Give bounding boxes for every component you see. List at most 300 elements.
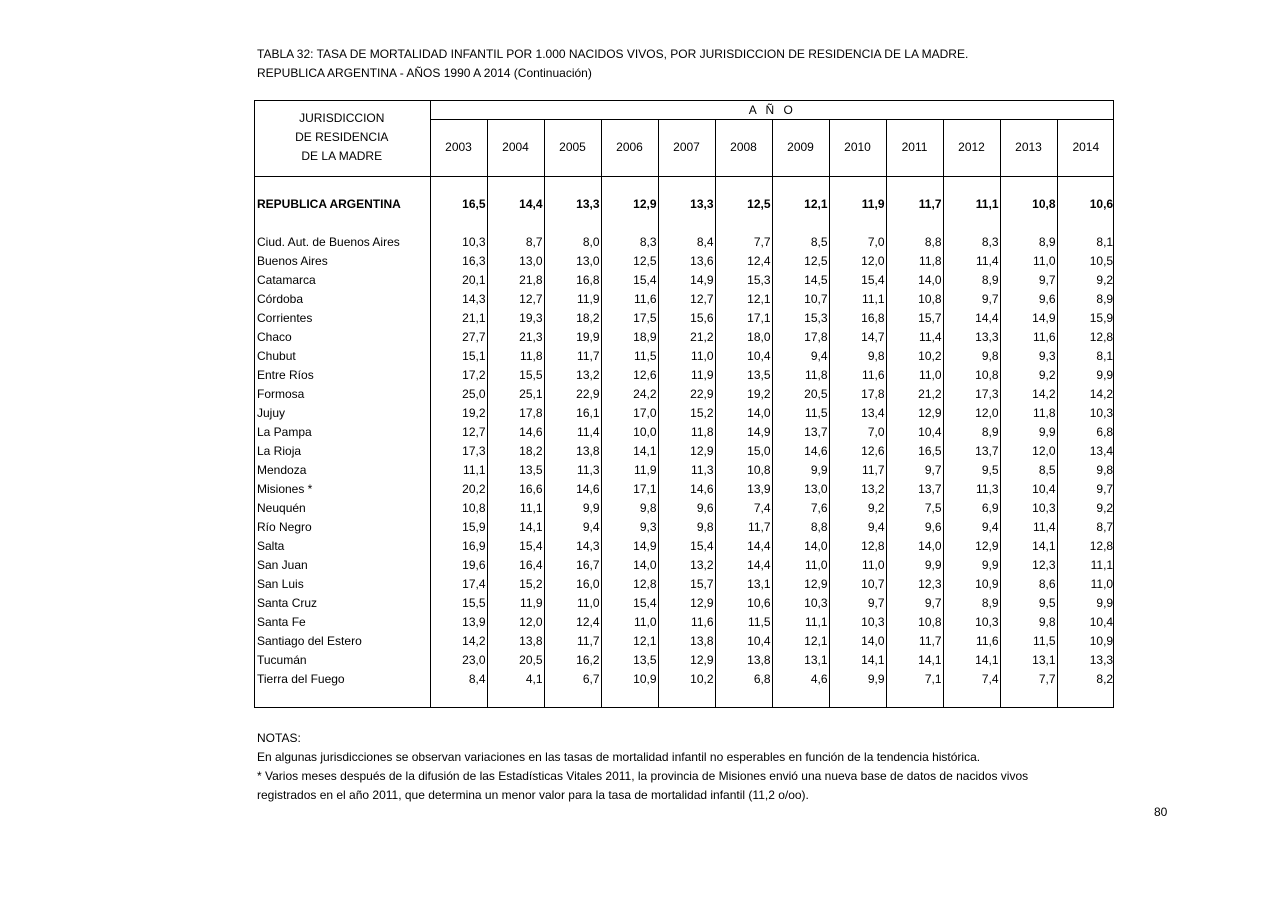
rate-cell: 9,4 [544, 518, 601, 537]
rate-cell: 7,4 [715, 499, 772, 518]
rate-cell: 8,5 [1000, 461, 1057, 480]
table-row [254, 556, 1114, 575]
rate-cell: 8,5 [772, 232, 829, 251]
rate-cell: 11,9 [601, 461, 658, 480]
rate-cell: 11,6 [658, 613, 715, 632]
rate-cell: 14,3 [430, 289, 487, 308]
rate-cell: 10,3 [943, 613, 1000, 632]
rate-cell: 6,8 [1057, 423, 1114, 442]
rate-cell: 10,8 [943, 365, 1000, 384]
rate-cell: 12,9 [658, 651, 715, 670]
rate-cell: 11,8 [886, 251, 943, 270]
rate-cell: 21,2 [658, 327, 715, 346]
rate-cell: 13,5 [487, 461, 544, 480]
rate-cell: 14,1 [943, 651, 1000, 670]
rate-cell: 11,0 [1000, 251, 1057, 270]
rate-cell: 9,2 [829, 499, 886, 518]
rate-cell: 14,5 [772, 270, 829, 289]
year-header-2007: 2007 [658, 119, 715, 175]
rate-cell: 9,9 [1057, 365, 1114, 384]
rate-cell: 13,7 [772, 423, 829, 442]
rate-cell: 12,1 [772, 632, 829, 651]
jurisdiction-name: Córdoba [257, 291, 304, 306]
rate-cell: 16,4 [487, 556, 544, 575]
rate-cell: 9,3 [601, 518, 658, 537]
rate-cell: 25,0 [430, 384, 487, 403]
notes-line-3: registrados en el año 2011, que determina un menor valor para la tasa de mortalidad infantil (11,2 o/oo). [257, 788, 809, 802]
rate-cell: 10,4 [715, 346, 772, 365]
rate-cell: 8,1 [1057, 346, 1114, 365]
rate-cell: 8,2 [1057, 670, 1114, 689]
rate-cell: 12,9 [772, 575, 829, 594]
rate-cell: 11,5 [715, 613, 772, 632]
rate-cell: 7,1 [886, 670, 943, 689]
rate-cell: 15,0 [715, 442, 772, 461]
jurisdiction-name: Ciud. Aut. de Buenos Aires [257, 234, 400, 249]
rate-cell: 13,7 [943, 442, 1000, 461]
rate-cell: 11,7 [715, 518, 772, 537]
rate-cell: 9,9 [829, 670, 886, 689]
rate-cell: 15,5 [430, 594, 487, 613]
rate-cell: 20,2 [430, 480, 487, 499]
total-cell: 12,5 [715, 194, 772, 213]
rate-cell: 15,7 [658, 575, 715, 594]
rate-cell: 12,4 [544, 613, 601, 632]
rate-cell: 6,9 [943, 499, 1000, 518]
rate-cell: 12,0 [829, 251, 886, 270]
jurisdiction-name: Tucumán [257, 653, 307, 668]
rate-cell: 9,4 [943, 518, 1000, 537]
rate-cell: 9,7 [1057, 480, 1114, 499]
rate-cell: 9,5 [1000, 594, 1057, 613]
rate-cell: 12,8 [1057, 327, 1114, 346]
rate-cell: 10,3 [430, 232, 487, 251]
rate-cell: 25,1 [487, 384, 544, 403]
rate-cell: 15,4 [829, 270, 886, 289]
total-cell: 11,7 [886, 194, 943, 213]
rate-cell: 12,6 [829, 442, 886, 461]
table-row [254, 651, 1114, 670]
rate-cell: 11,6 [943, 632, 1000, 651]
rate-cell: 14,0 [715, 403, 772, 422]
total-cell: 13,3 [544, 194, 601, 213]
total-cell: 10,8 [1000, 194, 1057, 213]
rate-cell: 8,6 [1000, 575, 1057, 594]
total-cell: 11,9 [829, 194, 886, 213]
table-row [254, 327, 1114, 346]
rate-cell: 14,9 [1000, 308, 1057, 327]
table-row [254, 670, 1114, 689]
rate-cell: 13,5 [601, 651, 658, 670]
rate-cell: 11,1 [487, 499, 544, 518]
jurisdiction-name: Chubut [257, 348, 296, 363]
rate-cell: 9,5 [943, 461, 1000, 480]
rate-cell: 4,1 [487, 670, 544, 689]
rate-cell: 16,3 [430, 251, 487, 270]
rate-cell: 11,7 [886, 632, 943, 651]
rate-cell: 7,6 [772, 499, 829, 518]
rate-cell: 15,9 [1057, 308, 1114, 327]
rate-cell: 13,8 [544, 442, 601, 461]
table-row [254, 499, 1114, 518]
rate-cell: 22,9 [658, 384, 715, 403]
rate-cell: 12,3 [886, 575, 943, 594]
rate-cell: 16,8 [544, 270, 601, 289]
year-header-2014: 2014 [1057, 119, 1114, 175]
rate-cell: 12,9 [658, 442, 715, 461]
notes-heading: NOTAS: [257, 731, 301, 745]
rate-cell: 20,5 [772, 384, 829, 403]
jurisdiction-name: Santiago del Estero [257, 634, 362, 649]
table-row [254, 270, 1114, 289]
header-divider [254, 176, 1113, 177]
table-row [254, 232, 1114, 251]
rate-cell: 18,9 [601, 327, 658, 346]
rate-cell: 8,9 [1000, 232, 1057, 251]
rate-cell: 11,6 [1000, 327, 1057, 346]
rate-cell: 16,0 [544, 575, 601, 594]
rate-cell: 11,7 [544, 632, 601, 651]
table-row [254, 423, 1114, 442]
rate-cell: 14,1 [829, 651, 886, 670]
rate-cell: 10,7 [829, 575, 886, 594]
year-header-2005: 2005 [544, 119, 601, 175]
rate-cell: 10,0 [601, 423, 658, 442]
rate-cell: 11,3 [544, 461, 601, 480]
jurisdiction-name: San Juan [257, 558, 308, 573]
rate-cell: 9,8 [658, 518, 715, 537]
rate-cell: 12,7 [487, 289, 544, 308]
rate-cell: 14,4 [943, 308, 1000, 327]
rate-cell: 13,2 [544, 365, 601, 384]
rate-cell: 7,0 [829, 232, 886, 251]
rate-cell: 8,3 [601, 232, 658, 251]
table-row [254, 403, 1114, 422]
rate-cell: 21,8 [487, 270, 544, 289]
rate-cell: 10,4 [886, 423, 943, 442]
rate-cell: 13,8 [715, 651, 772, 670]
jurisdiction-name: Catamarca [257, 272, 316, 287]
rate-cell: 10,9 [601, 670, 658, 689]
year-header-2008: 2008 [715, 119, 772, 175]
rate-cell: 14,6 [772, 442, 829, 461]
rate-cell: 11,6 [829, 365, 886, 384]
rate-cell: 13,3 [1057, 651, 1114, 670]
rate-cell: 12,4 [715, 251, 772, 270]
rate-cell: 15,4 [601, 594, 658, 613]
rate-cell: 15,2 [658, 403, 715, 422]
rate-cell: 8,9 [943, 594, 1000, 613]
rate-cell: 8,4 [658, 232, 715, 251]
rate-cell: 9,6 [1000, 289, 1057, 308]
rate-cell: 12,8 [601, 575, 658, 594]
jurisdiction-name: Mendoza [257, 463, 307, 478]
table-row [254, 594, 1114, 613]
rate-cell: 17,0 [601, 403, 658, 422]
year-header-2011: 2011 [886, 119, 943, 175]
jurisdiction-name: Neuquén [257, 501, 306, 516]
rate-cell: 8,7 [487, 232, 544, 251]
rate-cell: 12,1 [601, 632, 658, 651]
rate-cell: 16,8 [829, 308, 886, 327]
jurisdiction-name: Santa Fe [257, 615, 306, 630]
year-group-divider [430, 119, 1113, 120]
rate-cell: 11,5 [772, 403, 829, 422]
row-header-line-1: JURISDICCION [299, 111, 385, 126]
rate-cell: 16,1 [544, 403, 601, 422]
rate-cell: 20,5 [487, 651, 544, 670]
rate-cell: 7,5 [886, 499, 943, 518]
rate-cell: 10,7 [772, 289, 829, 308]
rate-cell: 14,6 [658, 480, 715, 499]
rate-cell: 11,0 [829, 556, 886, 575]
jurisdiction-name: Formosa [257, 386, 305, 401]
rate-cell: 15,5 [487, 365, 544, 384]
year-header-2009: 2009 [772, 119, 829, 175]
rate-cell: 11,3 [943, 480, 1000, 499]
rate-cell: 9,2 [1057, 270, 1114, 289]
rate-cell: 14,0 [886, 270, 943, 289]
jurisdiction-name: Salta [257, 539, 285, 554]
rate-cell: 14,6 [544, 480, 601, 499]
rate-cell: 24,2 [601, 384, 658, 403]
rate-cell: 12,7 [430, 423, 487, 442]
notes [257, 729, 1028, 805]
rate-cell: 15,7 [886, 308, 943, 327]
rate-cell: 11,5 [601, 346, 658, 365]
rate-cell: 15,2 [487, 575, 544, 594]
rate-cell: 10,5 [1057, 251, 1114, 270]
rate-cell: 12,8 [1057, 537, 1114, 556]
table-row [254, 480, 1114, 499]
rate-cell: 14,2 [430, 632, 487, 651]
year-group-header: A Ñ O [430, 100, 1114, 119]
total-cell: 16,5 [430, 194, 487, 213]
rate-cell: 10,3 [772, 594, 829, 613]
rate-cell: 7,0 [829, 423, 886, 442]
rate-cell: 11,0 [658, 346, 715, 365]
rate-cell: 13,2 [658, 556, 715, 575]
total-cell: 11,1 [943, 194, 1000, 213]
jurisdiction-name: Misiones * [257, 482, 313, 497]
rate-cell: 22,9 [544, 384, 601, 403]
rate-cell: 9,6 [658, 499, 715, 518]
rate-cell: 10,9 [943, 575, 1000, 594]
rate-cell: 11,4 [943, 251, 1000, 270]
rate-cell: 15,1 [430, 346, 487, 365]
rate-cell: 8,9 [943, 270, 1000, 289]
jurisdiction-name: Corrientes [257, 310, 313, 325]
rate-cell: 23,0 [430, 651, 487, 670]
rate-cell: 19,2 [430, 403, 487, 422]
rate-cell: 14,9 [715, 423, 772, 442]
table-row [254, 308, 1114, 327]
table-title: TABLA 32: TASA DE MORTALIDAD INFANTIL POR 1.000 NACIDOS VIVOS, POR JURISDICCION DE RESIDENCIA DE LA MADRE. [257, 47, 969, 61]
rate-cell: 13,0 [772, 480, 829, 499]
rate-cell: 17,3 [943, 384, 1000, 403]
jurisdiction-name: Jujuy [257, 406, 286, 420]
year-header-2010: 2010 [829, 119, 886, 175]
year-header-2013: 2013 [1000, 119, 1057, 175]
jurisdiction-name: Chaco [257, 329, 292, 344]
rate-cell: 14,0 [601, 556, 658, 575]
rate-cell: 15,9 [430, 518, 487, 537]
year-header-2006: 2006 [601, 119, 658, 175]
rate-cell: 12,3 [1000, 556, 1057, 575]
rate-cell: 12,1 [715, 289, 772, 308]
jurisdiction-name: Entre Ríos [257, 367, 314, 382]
rate-cell: 14,3 [544, 537, 601, 556]
table-row [254, 289, 1114, 308]
rate-cell: 17,1 [715, 308, 772, 327]
table-row [254, 537, 1114, 556]
rate-cell: 13,8 [658, 632, 715, 651]
table-row [254, 251, 1114, 270]
rate-cell: 12,8 [829, 537, 886, 556]
rate-cell: 11,8 [772, 365, 829, 384]
table-row [254, 346, 1114, 365]
table-row [254, 384, 1114, 403]
rate-cell: 13,5 [715, 365, 772, 384]
rate-cell: 10,9 [1057, 632, 1114, 651]
rate-cell: 10,4 [1057, 613, 1114, 632]
rate-cell: 14,9 [601, 537, 658, 556]
rate-cell: 10,6 [715, 594, 772, 613]
total-cell: 12,9 [601, 194, 658, 213]
rate-cell: 9,7 [829, 594, 886, 613]
rate-cell: 17,8 [829, 384, 886, 403]
rate-cell: 11,9 [544, 289, 601, 308]
rate-cell: 10,3 [1000, 499, 1057, 518]
total-cell: 14,4 [487, 194, 544, 213]
rate-cell: 14,0 [772, 537, 829, 556]
rate-cell: 16,2 [544, 651, 601, 670]
rate-cell: 14,1 [1000, 537, 1057, 556]
rate-cell: 19,3 [487, 308, 544, 327]
rate-cell: 18,0 [715, 327, 772, 346]
rate-cell: 8,4 [430, 670, 487, 689]
rate-cell: 17,8 [487, 403, 544, 422]
total-cell: 13,3 [658, 194, 715, 213]
jurisdiction-name: La Pampa [257, 425, 312, 440]
total-row-label: REPUBLICA ARGENTINA [257, 196, 401, 211]
total-row [254, 194, 1114, 213]
rate-cell: 12,9 [943, 537, 1000, 556]
year-header-2004: 2004 [487, 119, 544, 175]
rate-cell: 14,7 [829, 327, 886, 346]
rate-cell: 11,1 [829, 289, 886, 308]
mortality-table [254, 100, 1114, 708]
rate-cell: 13,3 [943, 327, 1000, 346]
rate-cell: 11,0 [544, 594, 601, 613]
rate-cell: 6,8 [715, 670, 772, 689]
rate-cell: 8,1 [1057, 232, 1114, 251]
rate-cell: 11,1 [430, 461, 487, 480]
rate-cell: 8,9 [1057, 289, 1114, 308]
rate-cell: 9,4 [772, 346, 829, 365]
rate-cell: 13,2 [829, 480, 886, 499]
rate-cell: 8,8 [886, 232, 943, 251]
rate-cell: 8,3 [943, 232, 1000, 251]
rate-cell: 13,4 [1057, 442, 1114, 461]
rate-cell: 19,6 [430, 556, 487, 575]
rate-cell: 12,5 [601, 251, 658, 270]
rate-cell: 11,0 [772, 556, 829, 575]
rate-cell: 17,8 [772, 327, 829, 346]
rate-cell: 13,1 [772, 651, 829, 670]
rate-cell: 17,2 [430, 365, 487, 384]
rate-cell: 15,4 [658, 537, 715, 556]
table-row [254, 365, 1114, 384]
rate-cell: 15,3 [715, 270, 772, 289]
rate-cell: 11,7 [544, 346, 601, 365]
notes-line-1: En algunas jurisdicciones se observan variaciones en las tasas de mortalidad infantil no esperables en función de la tendencia histórica. [257, 750, 981, 764]
rate-cell: 17,1 [601, 480, 658, 499]
rate-cell: 13,9 [430, 613, 487, 632]
rate-cell: 8,0 [544, 232, 601, 251]
rate-cell: 11,4 [886, 327, 943, 346]
rate-cell: 9,8 [1057, 461, 1114, 480]
rate-cell: 16,7 [544, 556, 601, 575]
rate-cell: 7,4 [943, 670, 1000, 689]
rate-cell: 10,2 [658, 670, 715, 689]
rate-cell: 9,9 [1057, 594, 1114, 613]
rate-cell: 14,1 [601, 442, 658, 461]
rate-cell: 14,9 [658, 270, 715, 289]
rate-cell: 10,8 [715, 461, 772, 480]
rate-cell: 19,9 [544, 327, 601, 346]
rate-cell: 14,2 [1057, 384, 1114, 403]
rate-cell: 13,0 [544, 251, 601, 270]
jurisdiction-name: La Rioja [257, 444, 302, 459]
table-row [254, 461, 1114, 480]
rate-cell: 9,4 [829, 518, 886, 537]
rate-cell: 11,0 [601, 613, 658, 632]
rate-cell: 11,8 [1000, 403, 1057, 422]
rate-cell: 10,4 [715, 632, 772, 651]
rate-cell: 11,8 [487, 346, 544, 365]
year-header-2012: 2012 [943, 119, 1000, 175]
rate-cell: 15,3 [772, 308, 829, 327]
rate-cell: 17,3 [430, 442, 487, 461]
rate-cell: 6,7 [544, 670, 601, 689]
rate-cell: 10,3 [1057, 403, 1114, 422]
rate-cell: 14,1 [487, 518, 544, 537]
rate-cell: 14,2 [1000, 384, 1057, 403]
rate-cell: 10,2 [886, 346, 943, 365]
rate-cell: 13,1 [715, 575, 772, 594]
rate-cell: 11,0 [886, 365, 943, 384]
rate-cell: 9,7 [943, 289, 1000, 308]
rate-cell: 11,9 [487, 594, 544, 613]
row-header-line-3: DE LA MADRE [301, 149, 383, 164]
rate-cell: 12,6 [601, 365, 658, 384]
rate-cell: 13,1 [1000, 651, 1057, 670]
rate-cell: 12,5 [772, 251, 829, 270]
rate-cell: 10,3 [829, 613, 886, 632]
rate-cell: 9,9 [772, 461, 829, 480]
rate-cell: 13,6 [658, 251, 715, 270]
rate-cell: 16,9 [430, 537, 487, 556]
rate-cell: 9,7 [886, 461, 943, 480]
table-row [254, 632, 1114, 651]
rate-cell: 15,6 [658, 308, 715, 327]
rate-cell: 9,3 [1000, 346, 1057, 365]
rate-cell: 9,8 [943, 346, 1000, 365]
rate-cell: 9,2 [1057, 499, 1114, 518]
rate-cell: 10,8 [886, 289, 943, 308]
rate-cell: 12,0 [943, 403, 1000, 422]
